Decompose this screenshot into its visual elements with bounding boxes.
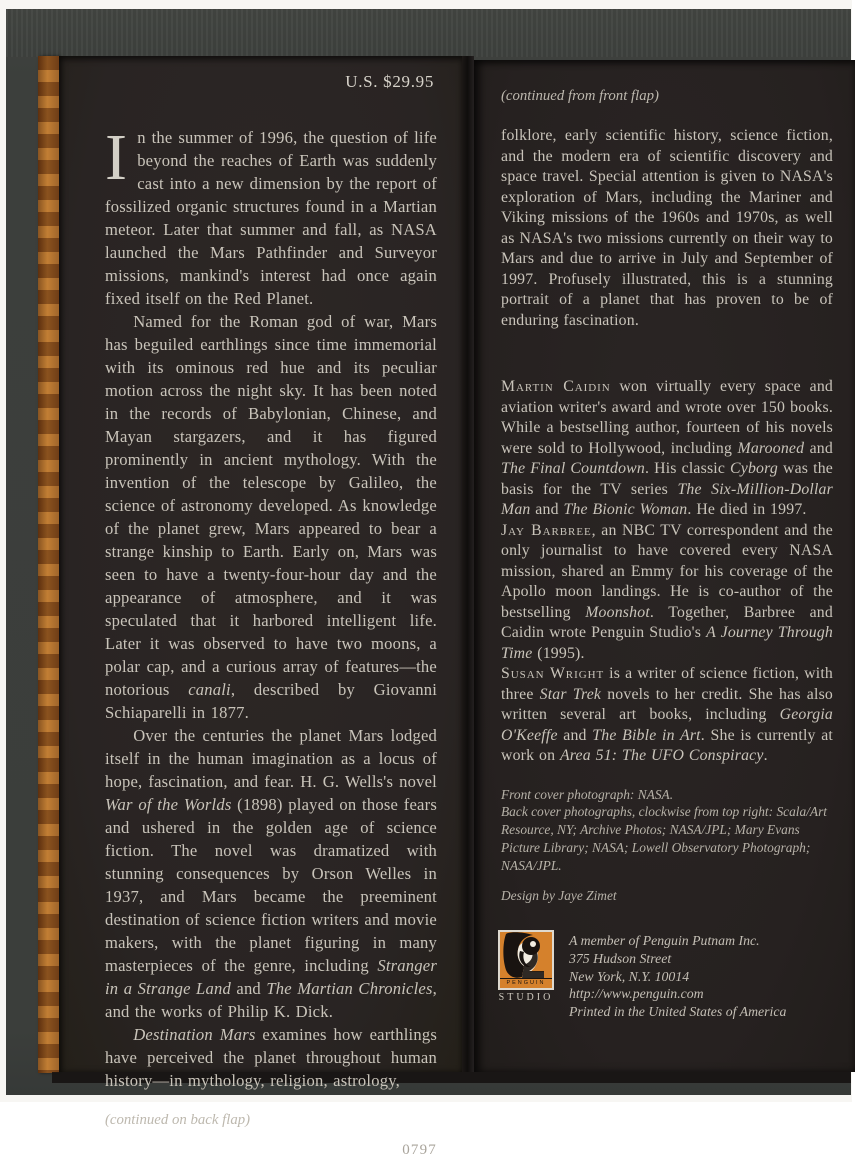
drop-cap: I — [105, 121, 128, 194]
price-label: U.S. $29.95 — [345, 72, 434, 91]
publisher-line: 375 Hudson Street — [569, 951, 672, 967]
continued-on-back-note: (continued on back flap) — [105, 1112, 251, 1128]
photo-credits — [501, 786, 833, 875]
paragraph: In the summer of 1996, the question of life beyond the reaches of Earth was suddenly cast into a new dimension by the report of fossilized organic structures found in a Martian meteor. Later that summer and fall, as NASA launched the Mars Pathfinder and Surveyor missions, mankind's interest had once again fixed itself on the Red Planet. — [105, 121, 437, 308]
paragraph: Jay Barbree, an NBC TV correspondent and the only journalist to have covered every NASA mission, shared an Emmy for his coverage of the Apollo moon landings. He is co-author of the bestselling Moonshot. Together, Barbree and Caidin wrote Penguin Studio's A Journey Through Time (1995). — [501, 521, 833, 662]
paragraph: Martin Caidin won virtually every space and aviation writer's award and wrote over 150 books. While a bestselling author, fourteen of his novels were sold to Hollywood, including Marooned and The Final Countdown. His classic Cyborg was the basis for the TV series The Six-Million-Dollar Man and The Bionic Woman. He died in 1997. — [501, 378, 834, 518]
publisher-line: New York, N.Y. 10014 — [569, 968, 690, 984]
publisher-line: A member of Penguin Putnam Inc. — [569, 933, 760, 949]
paragraph: Named for the Roman god of war, Mars has beguiled earthlings since time immemorial with its ominous red hue and its peculiar motion across the night sky. It has been noted in the records of Babylonian, Chinese, and Mayan stargazers, and it has figured prominently in ancient mythology. With the invention of the telescope by Galileo, the science of astronomy developed. As knowledge of the planet grew, Mars appeared to bear a strange kinship to Earth. Early on, Mars was seen to have a twenty-four-hour day and the appearance of atmosphere, and it was speculated that it harbored intelligent life. Later it was observed to have two moons, a polar cap, and a curious array of features—the notorious canali, described by Giovanni Schiaparelli in 1877. — [105, 312, 438, 722]
paragraph: Front cover photograph: NASA. — [501, 786, 674, 802]
publisher-line: Printed in the United States of America — [569, 1003, 787, 1019]
paragraph: Susan Wright is a writer of science fiction, with three Star Trek novels to her credit. She has also written several art books, including Georgia O'Keeffe and The Bible in Art. She is currently at work on Area 51: The UFO Conspiracy. — [501, 665, 834, 764]
back-flap — [474, 60, 855, 1072]
print-code: 0797 — [402, 1142, 437, 1158]
flap-fold-crease — [462, 56, 474, 1072]
publisher-block — [496, 930, 833, 1020]
paragraph: folklore, early scientific history, science fiction, and the modern era of scientific discovery and space travel. Special attention is given to NASA's exploration of Mars, including the Mariner and Viking missions of the 1960s and 1970s, as well as NASA's two missions currently on their way to Mars and due to arrive in July and September of 1997. Profusely illustrated, this is a stunning portrait of a planet that has proven to be of enduring fascination. — [501, 127, 833, 329]
scanner-background — [6, 9, 851, 1158]
publisher-line: http://www.penguin.com — [569, 986, 704, 1002]
design-credit: Design by Jaye Zimet — [501, 888, 617, 904]
back-flap-body — [501, 126, 833, 331]
front-flap — [59, 56, 462, 1158]
penguin-logo-icon — [498, 930, 554, 990]
paragraph: Over the centuries the planet Mars lodged itself in the human imagination as a locus of hope, fascination, and fear. H. G. Wells's novel War of the Worlds (1898) played on those fears and ushered in the golden age of science fiction. The novel was dramatized with stunning consequences by Orson Welles in 1937, and Mars became the preeminent destination of science fiction writers and movie makers, with the planet figuring in many masterpieces of the genre, including Stranger in a Strange Land and The Martian Chronicles, and the works of Philip K. Dick. — [105, 726, 437, 1021]
publisher-address — [569, 930, 786, 1020]
front-flap-body — [105, 121, 438, 1092]
author-bios — [501, 377, 833, 767]
front-flap-footer — [105, 1112, 437, 1159]
continued-from-front-note: (continued from front flap) — [501, 88, 659, 104]
studio-logo-wordmark: STUDIO — [498, 992, 554, 1004]
paragraph: Back cover photographs, clockwise from top right: Scala/Art Resource, NY; Archive Photos; NASA/JPL; Mary Evans Picture Library; NASA; Lowell Observatory Photograph; NASA/JPL. — [501, 804, 828, 873]
penguin-logo-wordmark: PENGUIN — [500, 978, 552, 988]
book-spine-edge — [38, 56, 59, 1073]
paragraph: Destination Mars examines how earthlings have perceived the planet throughout human history—in mythology, religion, astrology, — [105, 1025, 437, 1090]
penguin-studio-logo — [496, 930, 556, 1003]
